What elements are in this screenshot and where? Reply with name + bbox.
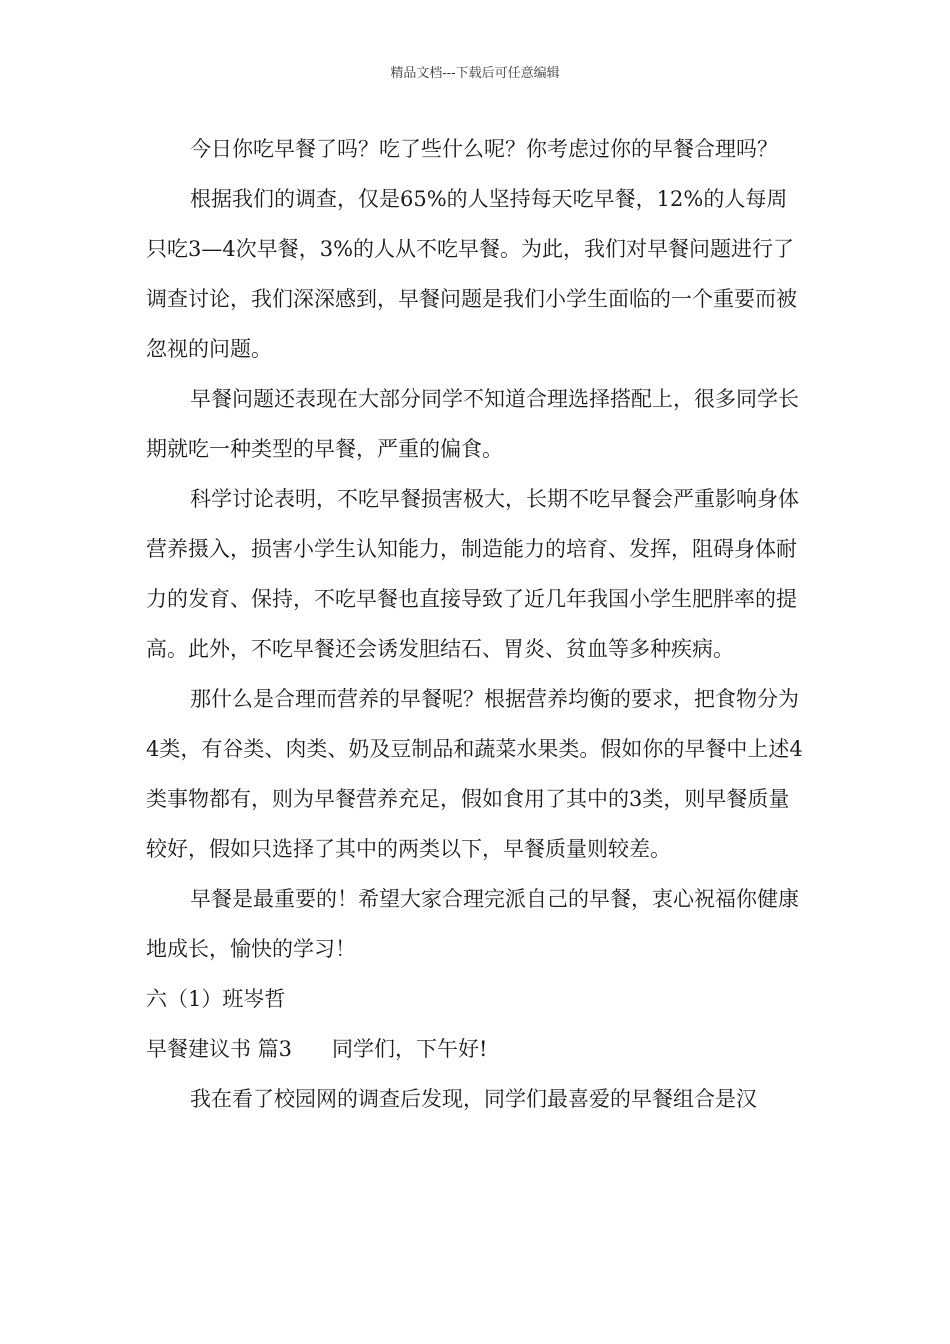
section-title: 早餐建议书 篇3 <box>146 1037 293 1061</box>
paragraph-survey: 根据我们的调查，仅是65%的人坚持每天吃早餐，12%的人每周只吃3—4次早餐，3%的人从不吃早餐。为此，我们对早餐问题进行了调查讨论，我们深深感到，早餐问题是我们小学生面临的一个重要而被忽视的问题。 <box>146 187 797 361</box>
paragraph-selection: 早餐问题还表现在大部分同学不知道合理选择搭配上，很多同学长期就吃一种类型的早餐，严重的偏食。 <box>146 387 799 461</box>
paragraph-closing: 早餐是最重要的！希望大家合理完派自己的早餐，衷心祝福你健康地成长，愉快的学习！ <box>146 887 799 961</box>
section-greeting: 同学们，下午好! <box>332 1037 488 1061</box>
paragraph-continuation: 我在看了校园网的调查后发现，同学们最喜爱的早餐组合是汉 <box>190 1087 757 1111</box>
page-header: 精品文档---下载后可任意编辑 <box>390 66 560 81</box>
paragraph-research: 科学讨论表明，不吃早餐损害极大，长期不吃早餐会严重影响身体营养摄入，损害小学生认知能力，制造能力的培育、发挥，阻碍身体耐力的发育、保持，不吃早餐也直接导致了近几年我国小学生肥胖率的提高。此外，不吃早餐还会诱发胆结石、胃炎、贫血等多种疾病。 <box>146 487 799 661</box>
document-body <box>146 124 808 1124</box>
signature: 六（1）班岑哲 <box>146 987 286 1011</box>
paragraph-nutrition: 那什么是合理而营养的早餐呢？根据营养均衡的要求，把食物分为4类，有谷类、肉类、奶及豆制品和蔬菜水果类。假如你的早餐中上述4类事物都有，则为早餐营养充足，假如食用了其中的3类，则早餐质量较好，假如只选择了其中的两类以下，早餐质量则较差。 <box>146 687 803 861</box>
section-heading <box>146 1024 808 1074</box>
paragraph-intro: 今日你吃早餐了吗？吃了些什么呢？你考虑过你的早餐合理吗？ <box>190 137 778 161</box>
